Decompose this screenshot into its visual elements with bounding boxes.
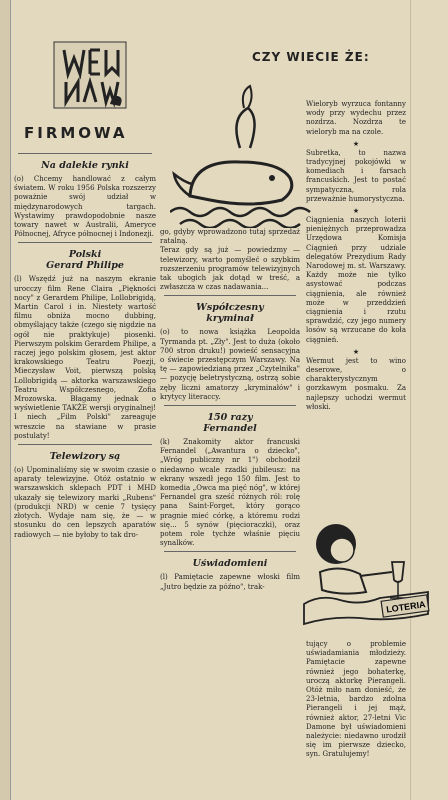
loteria-label: LOTERIA (385, 599, 427, 615)
article-body-telewizory: (o) Upominaliśmy się w swoim czasie o aparaty telewizyjne. Otóż ostatnio w warszawskich sklepach PDT i MHD ukazały się telewizory marki „Rubens" (produkcji NRD) w cenie 7 tysięcy złotych. Wydaje nam się, że — w stosunku do cen lepszych aparatów radiowych — nie byłoby to tak dro- (14, 466, 156, 539)
fold-line (410, 0, 411, 800)
fact-item: Wieloryb wyrzuca fontanny wody przy wydechu przez nozdrza. Nozdrza te wieloryb ma na czole. (306, 100, 406, 136)
article-heading-fernandel: 150 razy Fernandel (203, 412, 257, 435)
article-body-fernandel: (k) Znakomity aktor francuski Fernandel („Awantura o dziecko", „Wróg publiczny nr 1") obchodził niedawno wcale rzadki jubileusz: na ekrany wszedł jego 150 film. Jest to komedia „Owca ma pięć nóg", w której Fernandel gra sześć różnych ról: rolę pana Saint-Forget, który gorąco pragnie mieć córkę, a któremu rodzi się... 5 synów (pięcioraczki), oraz potem role tychże właśnie pięciu synalków. (160, 438, 300, 548)
star-separator: ★ (352, 347, 360, 356)
masthead-logo (52, 40, 128, 114)
article-body-polski-gerard: (l) Wszędź już na naszym ekranie urocczy film Rene Claira „Piękności nocy" z Gerardem Philipe, Lollobrigidą, Martin Carol i in. Niestety wartość filmu obniża mocno dubbing, obmyślający także (czego się nigdzie na ogół nie praktykuje) piosenki. Pierwszym polskim Gerardem Philipe, a raczej jego polskim głosem, jest aktor krakowskiego Teatru Poezji, Mieczysław Voit, pierwszą polską Lollobrigidą — aktorka warszawskiego Teatru Współczesnego, Zofia Mrozowska. Błagamy jednak o wyświetlenie TAKŻE wersji oryginalnej! I niech „Film Polski" zareaguje wreszcie na stawiane w prasie postulaty! (14, 275, 156, 440)
divider (164, 405, 296, 406)
fact-item: Ciągnienia naszych loterii pieniężnych przeprowadza Urzędowa Komisja Ciągnień przy udziale delegatów Prezydium Rady Narodowej m. st. Warszawy. Każdy może nie tylko asystować podczas ciągnienia, ale również może w przeddzień ciągnienia i rzutu sprawdzić, czy jego numery losów są wrzucane do koła ciągnień. (306, 216, 406, 344)
czy-wiecie-column (306, 100, 406, 415)
divider (164, 295, 296, 296)
article-heading-na-dalekie: Na dalekie rynki (41, 160, 129, 171)
section-title: FIRMOWA (24, 124, 128, 142)
column-2 (160, 228, 300, 595)
divider (18, 153, 152, 154)
divider (18, 242, 152, 243)
article-heading-polski-gerard: Polski Gerard Philipe (46, 249, 124, 272)
article-heading-wspolczesny: Współczesny kryminał (196, 302, 264, 325)
article-body-telewizory-cont: go, gdyby wprowadzono tutaj sprzedaż ratalną. Teraz gdy są już — powiedzmy — telewizory, warto pomyśleć o szybkim rozszerzeniu programów telewizyjnych tak ubogich jak dotąd w treść, a zwłaszcza w czas nadawania... (160, 228, 300, 292)
page-edge (0, 0, 11, 800)
czy-wiecie-title: CZY WIECIE ŻE: (252, 50, 370, 64)
article-body-uswiadomieni: (l) Pamiętacie zapewne włoski film „Jutro będzie za późno", trak- (160, 573, 300, 591)
star-separator: ★ (352, 207, 360, 216)
article-body-uswiadomieni-cont: tujący o problemie uświadamiania młodzieży. Pamiętacie zapewne również jego bohaterkę, uroczą aktorkę Pierangeli. Otóż miło nam donieść, że 23-letnia, bardzo zdolna Pierangeli i jej mąż, również aktor, 27-letni Vic Damone był uświadomieni należycie: niedawno urodził się im pierwsze dziecko, syn. Gratulujemy! (306, 640, 406, 759)
star-separator: ★ (352, 139, 360, 148)
fact-item: Subretka, to nazwa tradycyjnej pokojówki w komediach i farsach francuskich. Jest to postać sympatyczna, rola przeważnie humorystyczna. (306, 148, 406, 203)
article-heading-telewizory: Telewizory są (49, 451, 121, 463)
article-body-wspolczesny: (o) to nowa książka Leopolda Tyrmanda pt. „Zły". Jest to duża (około 700 stron druku!) powieść sensacyjna o świecie przestępczym Warszawy. Na tę — zapowiedzianą przez „Czytelnika" — pozycję beletrystyczną, ostrzą sobie zęby liczni amatorzy „kryminałów" i krytycy literaccy. (160, 328, 300, 401)
article-heading-uswiadomieni: Uświadomieni (192, 558, 268, 570)
divider (18, 444, 152, 445)
divider (164, 551, 296, 552)
article-body-na-dalekie: (o) Chcemy handlować z całym światem. W roku 1956 Polska rozszerzy poważnie swój udział w międzynarodowych targach. Wystawimy prawdopodobnie nasze towary nawet w Australii, Ameryce Północnej, Afryce północnej i Indonezji. (14, 175, 156, 239)
fact-item: Wermut jest to wino deserowe, o charakterystycznym gorzkawym posmaku. Za najlepszy uchodzi wermut włoski. (306, 356, 406, 411)
column-1 (14, 150, 156, 543)
whale-illustration (170, 78, 320, 228)
lottery-girl-illustration (300, 514, 432, 632)
column-3-bottom (306, 640, 406, 763)
